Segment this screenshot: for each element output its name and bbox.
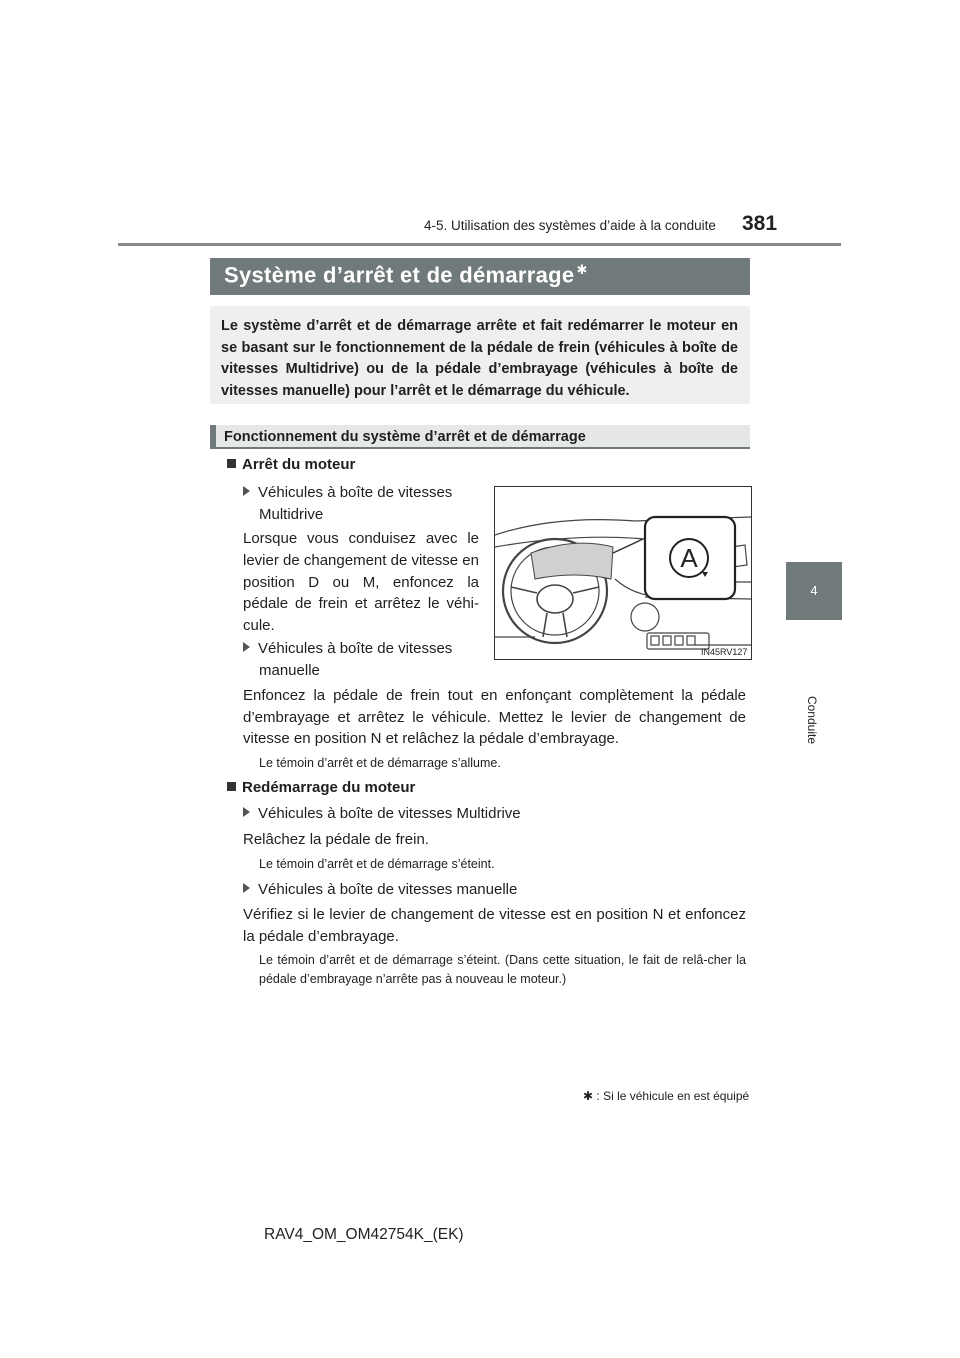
stop-manual-label-line2: manuelle — [259, 661, 320, 679]
stop-multidrive-label-text: Véhicules à boîte de vitesses — [258, 484, 453, 501]
dashboard-illustration — [494, 486, 752, 660]
restart-multidrive-label — [243, 803, 521, 825]
intro-text: Le système d’arrêt et de démarrage arrête et fait redémarrer le moteur en se basant sur le fonctionnement de la pédale de frein (véhicules à boîte de vitesses Multidrive) ou de la pédale d’embrayage (véhicules à boîte de vitesses manuelle) pour l’arrêt et le démarrage du véhicule. — [221, 318, 738, 399]
restart-manual-note: Le témoin d’arrêt et de démarrage s’éteint. (Dans cette situation, le fait de relâ-cher la pédale d’embrayage n’arrête pas à nouveau le moteur.) — [259, 953, 746, 986]
triangle-bullet-icon — [243, 807, 250, 817]
stop-manual-label — [243, 638, 479, 681]
restart-manual-text: Vérifiez si le levier de changement de vitesse est en position N et enfoncez la pédale d’embrayage. — [243, 906, 746, 945]
document-code: RAV4_OM_OM42754K_(EK) — [264, 1226, 464, 1243]
section-title-text: Système d’arrêt et de démarrage — [224, 262, 575, 288]
subsection-accent — [210, 425, 216, 449]
triangle-bullet-icon — [243, 883, 250, 893]
stop-manual-note: Le témoin d’arrêt et de démarrage s’allume. — [259, 756, 501, 770]
meter-cluster — [531, 543, 613, 579]
callout-letter: A — [680, 543, 698, 573]
stop-manual-text: Enfoncez la pédale de frein tout en enfonçant complètement la pédale d’embrayage et arrêtez le véhicule. Mettez le levier de changement de vitesse en position N et relâchez la pédale d’embrayage. — [243, 687, 746, 747]
figure-code: IN45RV127 — [701, 647, 748, 657]
stop-manual-label-text: Véhicules à boîte de vitesses — [258, 640, 453, 657]
restart-manual-label — [243, 879, 517, 901]
intro-box — [210, 306, 750, 404]
restart-manual-label-text: Véhicules à boîte de vitesses manuelle — [258, 881, 518, 898]
asterisk-icon: ✱ — [583, 1089, 594, 1103]
restart-multidrive-label-text: Véhicules à boîte de vitesses Multidrive — [258, 805, 521, 822]
stop-multidrive-text: Lorsque vous conduisez avec le levier de changement de vitesse en position D ou M, enfoncez la pédale de frein et arrêtez le véhi-cule. — [243, 530, 479, 635]
footnote — [583, 1089, 749, 1103]
chapter-label — [800, 665, 820, 785]
stop-manual-label-line1 — [243, 638, 479, 660]
chapter-tab[interactable]: 4 — [786, 562, 842, 620]
stop-multidrive-label-line2: Multidrive — [259, 505, 324, 523]
restart-multidrive-text: Relâchez la pédale de frein. — [243, 831, 429, 848]
square-bullet-icon — [227, 782, 236, 791]
stop-multidrive-label — [243, 482, 479, 525]
section-title — [224, 262, 588, 288]
asterisk-icon: ✱ — [576, 262, 588, 277]
stop-engine-heading — [227, 456, 355, 473]
subsection-bar — [210, 425, 750, 449]
restart-engine-heading-text: Redémarrage du moteur — [242, 779, 416, 796]
stop-multidrive-label-line1 — [243, 482, 479, 504]
restart-multidrive-note: Le témoin d’arrêt et de démarrage s’éteint. — [259, 857, 495, 871]
dashboard-drawing — [495, 487, 751, 659]
section-title-bar — [210, 258, 750, 295]
header-section-title: 4-5. Utilisation des systèmes d’aide à la conduite — [424, 218, 716, 233]
restart-engine-heading — [227, 779, 415, 796]
header-rule — [118, 243, 841, 246]
footnote-text: : Si le véhicule en est équipé — [596, 1089, 750, 1103]
triangle-bullet-icon — [243, 642, 250, 652]
stop-engine-heading-text: Arrêt du moteur — [242, 456, 356, 473]
subsection-title: Fonctionnement du système d’arrêt et de démarrage — [224, 429, 586, 445]
page-number: 381 — [742, 212, 778, 235]
chapter-label-text: Conduite — [805, 695, 819, 745]
square-bullet-icon — [227, 459, 236, 468]
triangle-bullet-icon — [243, 486, 250, 496]
